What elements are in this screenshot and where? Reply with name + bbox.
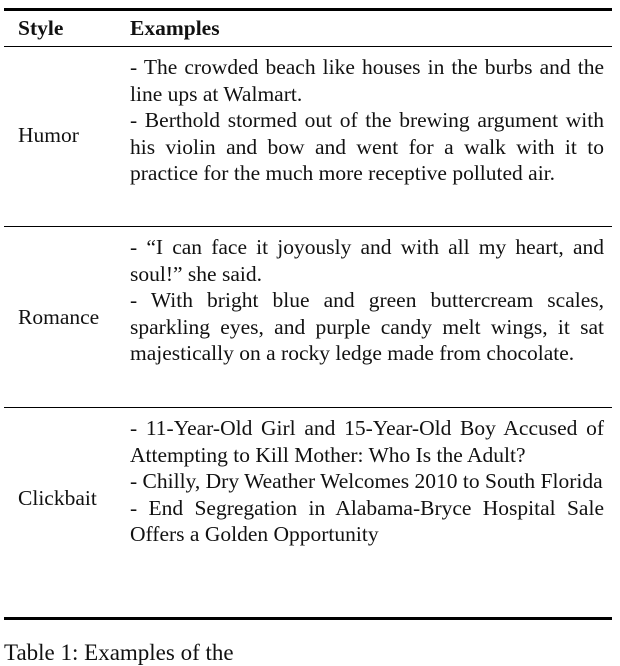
header-rule bbox=[4, 46, 612, 47]
row-examples-clickbait bbox=[130, 415, 604, 548]
row-rule bbox=[4, 226, 612, 227]
header-style: Style bbox=[18, 16, 64, 40]
example: - 11-Year-Old Girl and 15-Year-Old Boy Accused of Attempting to Kill Mother: Who Is the Adult? bbox=[130, 416, 604, 467]
example: - “I can face it joyously and with all my heart, and soul!” she said. bbox=[130, 235, 604, 286]
example: - The crowded beach like houses in the burbs and the line ups at Walmart. bbox=[130, 55, 604, 106]
header-examples: Examples bbox=[130, 16, 220, 40]
row-style-humor: Humor bbox=[18, 123, 79, 147]
row-examples-humor bbox=[130, 54, 604, 187]
example: - Berthold stormed out of the brewing argument with his violin and bow and went for a walk with it to practice for the much more receptive polluted air. bbox=[130, 108, 604, 185]
bottom-rule bbox=[4, 617, 612, 620]
example: - End Segregation in Alabama-Bryce Hospital Sale Offers a Golden Opportunity bbox=[130, 495, 604, 546]
row-style-romance: Romance bbox=[18, 305, 100, 329]
row-rule bbox=[4, 407, 612, 408]
example: - With bright blue and green buttercream scales, sparkling eyes, and purple candy melt wings, it sat majestically on a rocky ledge made from chocolate. bbox=[130, 288, 604, 365]
example: - Chilly, Dry Weather Welcomes 2010 to South Florida bbox=[130, 469, 603, 493]
table-caption: Table 1: Examples of the bbox=[4, 640, 234, 665]
row-style-clickbait: Clickbait bbox=[18, 486, 97, 510]
top-rule bbox=[4, 8, 612, 11]
row-examples-romance bbox=[130, 234, 604, 367]
